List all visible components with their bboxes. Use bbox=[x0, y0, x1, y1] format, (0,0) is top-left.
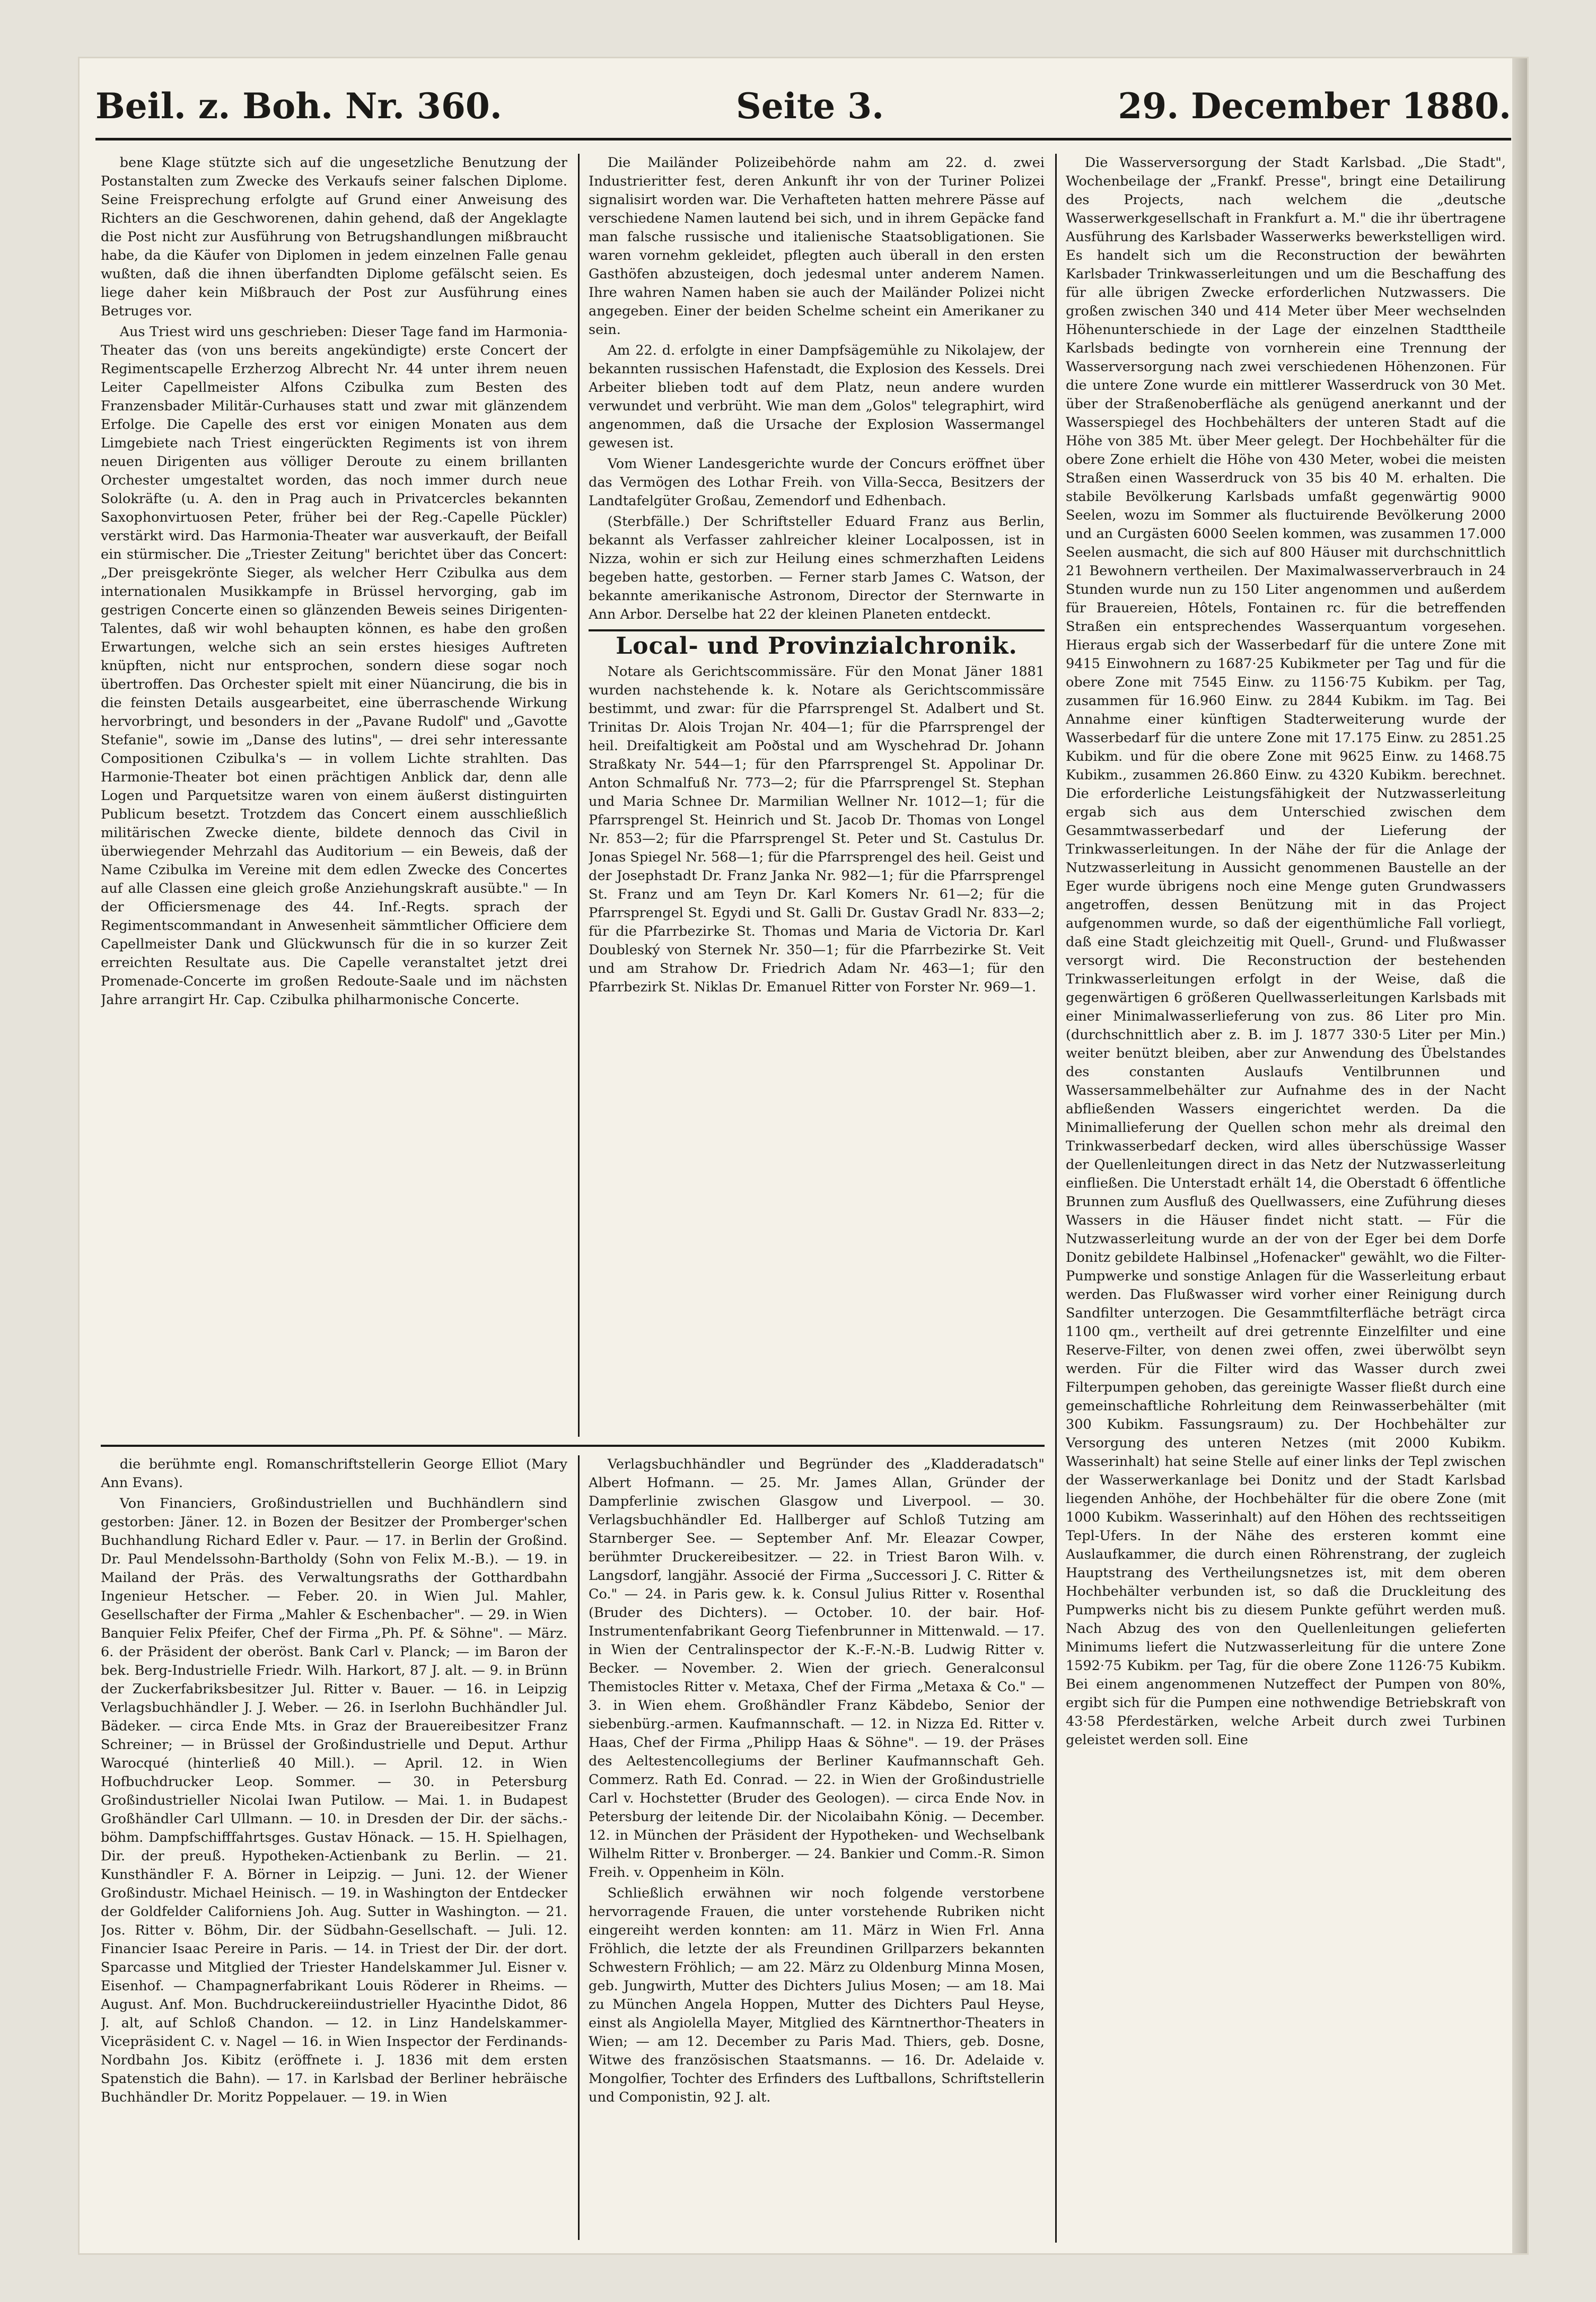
column-rule bbox=[578, 154, 580, 1437]
column-3 bbox=[1066, 154, 1506, 2243]
issue-number: Beil. z. Boh. Nr. 360. bbox=[95, 85, 502, 127]
article-paragraph: die berühmte engl. Romanschriftstellerin George Elliot (Mary Ann Evans). bbox=[101, 1456, 567, 1491]
article-paragraph: Am 22. d. erfolgte in einer Dampfsägemühle zu Nikolajew, der bekannten russischen Hafenstadt, die Explosion des Kessels. Drei Arbeiter blieben todt auf dem Platz, neun andere wurden verwundet und verbrüht. Wie man dem „Golos" telegraphirt, wird angenommen, daß die Ursache der Explosion Wassermangel gewesen ist. bbox=[589, 342, 1045, 451]
section-title: Local- und Provinzialchronik. bbox=[616, 632, 1018, 660]
issue-date: 29. December 1880. bbox=[1118, 85, 1511, 127]
column-1 bbox=[101, 154, 567, 1437]
article-paragraph: Von Financiers, Großindustriellen und Buchhändlern sind gestorben: Jäner. 12. in Bozen der Besitzer der Promberger'schen Buchhandlung Richard Edler v. Paur. — 17. in Berlin der Großind. Dr. Paul Mendelssohn-Bartholdy (Sohn von Felix M.-B.). — 19. in Mailand der Präs. des Verwaltungsraths der Gotthardbahn Ingenieur Hetscher. — Feber. 20. in Wien Jul. Mahler, Gesellschafter der Firma „Mahler & Eschenbacher". — 29. in Wien Banquier Felix Pfeifer, Chef der Firma „Ph. Pf. & Söhne". — März. 6. der Präsident der oberöst. Bank Carl v. Planck; — im Baron der bek. Berg-Industrielle Friedr. Wilh. Harkort, 87 J. alt. — 9. in Brünn der Zuckerfabriksbesitzer Jul. Ritter v. Bauer. — 16. in Leipzig Verlagsbuchhändler J. J. Weber. — 26. in Iserlohn Buchhändler Jul. Bädeker. — circa Ende Mts. in Graz der Brauereibesitzer Franz Schreiner; — in Brüssel der Großindustrielle und Deput. Arthur Warocqué (hinterließ 40 Mill.). — April. 12. in Wien Hofbuchdrucker Leop. Sommer. — 30. in Petersburg Großindustrieller Nicolai Iwan Putilow. — Mai. 1. in Budapest Großhändler Carl Ullmann. — 10. in Dresden der Dir. der sächs.-böhm. Dampfschifffahrtsges. Gustav Hönack. — 15. H. Spielhagen, Dir. der preuß. Hypotheken-Actienbank zu Berlin. — 21. Kunsthändler F. A. Börner in Leipzig. — Juni. 12. der Wiener Großindustr. Michael Heinisch. — 19. in Washington der Entdecker der Goldfelder Californiens Joh. Aug. Sutter in Washington. — 21. Jos. Ritter v. Böhm, Dir. der Südbahn-Gesellschaft. — Juli. 12. Financier Isaac Pereire in Paris. — 14. in Triest der Dir. der dort. Sparcasse und Mitglied der Triester Handelskammer Jul. Eisner v. Eisenhof. — Champagnerfabrikant Louis Röderer in Rheims. — August. Anf. Mon. Buchdruckereiindustrieller Hyacinthe Didot, 86 J. alt, auf Schloß Chandon. — 12. in Linz Handelskammer-Vicepräsident C. v. Nagel — 16. in Wien Inspector der Ferdinands-Nordbahn Jos. Kibitz (eröffnete i. J. 1836 mit dem ersten Spatenstich die Bahn). — 17. in Karlsbad der Berliner hebräische Buchhändler Dr. Moritz Poppelauer. — 19. in Wien bbox=[101, 1496, 567, 2105]
article-paragraph: Schließlich erwähnen wir noch folgende verstorbene hervorragende Frauen, die unter vorstehende Rubriken nicht eingereiht werden konnten: am 11. März in Wien Frl. Anna Fröhlich, die letzte der als Freundinen Grillparzers bekannten Schwestern Fröhlich; — am 22. März zu Oldenburg Minna Mosen, geb. Jungwirth, Mutter des Dichters Julius Mosen; — am 18. Mai zu München Angela Hoppen, Mutter des Dichters Paul Heyse, einst als Angiolella Mayer, Mitglied des Kärntnerthor-Theaters in Wien; — am 12. December zu Paris Mad. Thiers, geb. Dosne, Witwe des französischen Staatsmanns. — 16. Dr. Adelaide v. Mongolfier, Tochter des Erfinders des Luftballons, Schriftstellerin und Componistin, 92 J. alt. bbox=[589, 1885, 1045, 2105]
section-rule bbox=[589, 629, 1045, 631]
article-paragraph: Aus Triest wird uns geschrieben: Dieser Tage fand im Harmonia-Theater das (von uns bereits angekündigte) erste Concert der Regimentscapelle Erzherzog Albrecht Nr. 44 unter ihrem neuen Leiter Capellmeister Alfons Czibulka zum Besten des Franzensbader Militär-Curhauses statt und zwar mit glänzendem Erfolge. Die Capelle des erst vor einigen Monaten aus dem Limgebiete nach Triest eingerückten Regiments ist von ihrem neuen Dirigenten aus völliger Deroute zu einem brillanten Orchester umgestaltet worden, das noch immer durch neue Solokräfte (u. A. den in Prag auch in Privatcercles bekannten Saxophonvirtuosen Peter, früher bei der Reg.-Capelle Pückler) verstärkt wird. Das Harmonia-Theater war ausverkauft, der Beifall ein stürmischer. Die „Triester Zeitung" berichtet über das Concert: „Der preisgekrönte Sieger, als welcher Herr Czibulka aus dem internationalen Musikkampfe in Brüssel hervorging, gab im gestrigen Concerte einen so glänzenden Beweis seines Dirigenten-Talentes, daß wir wohl behaupten können, es habe den großen Erwartungen, welche sich an sein erstes hiesiges Auftreten knüpften, nicht nur entsprochen, sondern diese sogar noch übertroffen. Das Orchester spielt mit einer Nüancirung, die bis in die feinsten Details ausgearbeitet, eine überraschende Wirkung hervorbringt, und besonders in der „Pavane Rudolf" und „Gavotte Stefanie", sowie im „Danse des lutins", — drei sehr interessante Compositionen Czibulka's — in vollem Lichte strahlten. Das Harmonie-Theater bot einen prächtigen Anblick dar, denn alle Logen und Parquetsitze waren von einem äußerst distinguirten Publicum besetzt. Trotzdem das Concert einem ausschließlich militärischen Zwecke diente, bildete dennoch das Civil in überwiegender Mehrzahl das Auditorium — ein Beweis, daß der Name Czibulka im Vereine mit dem edlen Zwecke des Concertes auf alle Classen eine gleich große Anziehungskraft ausübte." — In der Officiersmenage des 44. Inf.-Regts. sprach der Regimentscommandant in Anwesenheit sämmtlicher Officiere dem Capellmeister Dank und Glückwunsch für die in so kurzer Zeit erreichten Resultate aus. Die Capelle veranstaltet jetzt drei Promenade-Concerte im großen Redoute-Saale und im nächsten Jahre arrangirt Hr. Cap. Czibulka philharmonische Concerte. bbox=[101, 324, 567, 1008]
article-paragraph: (Sterbfälle.) Der Schriftsteller Eduard Franz aus Berlin, bekannt als Verfasser zahlreicher kleiner Localpossen, ist in Nizza, wohin er sich zur Heilung eines schmerzhaften Leidens begeben hatte, gestorben. — Ferner starb James C. Watson, der bekannte amerikanische Astronom, Director der Sternwarte in Ann Arbor. Derselbe hat 22 der kleinen Planeten entdeckt. bbox=[589, 514, 1045, 622]
article-paragraph: Die Mailänder Polizeibehörde nahm am 22. d. zwei Industrieritter fest, deren Ankunft ihr von der Turiner Polizei signalisirt worden war. Die Verhafteten hatten mehrere Pässe auf verschiedene Namen lautend bei sich, und in ihrem Gepäcke fand man falsche russische und italienische Staatsobligationen. Sie waren vornehm gekleidet, pflegten auch überall in den ersten Gasthöfen abzusteigen, doch jedesmal unter anderem Namen. Ihre wahren Namen haben sie auch der Mailänder Polizei nicht angegeben. Einer der beiden Schelme scheint ein Amerikaner zu sein. bbox=[589, 155, 1045, 338]
article-paragraph: Verlagsbuchhändler und Begründer des „Kladderadatsch" Albert Hofmann. — 25. Mr. James Allan, Gründer der Dampferlinie zwischen Glasgow und Liverpool. — 30. Verlagsbuchhändler Ed. Hallberger auf Schloß Tutzing am Starnberger See. — September Anf. Mr. Eleazar Cowper, berühmter Druckereibesitzer. — 22. in Triest Baron Wilh. v. Langsdorf, langjähr. Associé der Firma „Successori J. C. Ritter & Co." — 24. in Paris gew. k. k. Consul Julius Ritter v. Rosenthal (Bruder des Dichters). — October. 10. der bair. Hof-Instrumentenfabrikant Georg Tiefenbrunner in Mittenwald. — 17. in Wien der Centralinspector der K.-F.-N.-B. Ludwig Ritter v. Becker. — November. 2. Wien der griech. Generalconsul Themistocles Ritter v. Metaxa, Chef der Firma „Metaxa & Co." — 3. in Wien ehem. Großhändler Franz Käbdebo, Senior der siebenbürg.-armen. Kaufmannschaft. — 12. in Nizza Ed. Ritter v. Haas, Chef der Firma „Philipp Haas & Söhne". — 19. der Präses des Aeltestencollegiums der Berliner Kaufmannschaft Geh. Commerz. Rath Ed. Conrad. — 22. in Wien der Großindustrielle Carl v. Hochstetter (Bruder des Geologen). — circa Ende Nov. in Petersburg der leitende Dir. der Nicolaibahn König. — December. 12. in München der Präsident der Hypotheken- und Wechselbank Wilhelm Ritter v. Bronberger. — 24. Bankier und Comm.-R. Simon Freih. v. Oppenheim in Köln. bbox=[589, 1456, 1045, 1881]
page-number: Seite 3. bbox=[736, 85, 884, 127]
article-paragraph: Notare als Gerichtscommissäre. Für den Monat Jäner 1881 wurden nachstehende k. k. Notare als Gerichtscommissäre bestimmt, und zwar: für die Pfarrsprengel St. Adalbert und St. Trinitas Dr. Alois Trojan Nr. 404—1; für die Pfarrsprengel der heil. Dreifaltigkeit am Poðstal und am Wyschehrad Dr. Johann Straßkaty Nr. 544—1; für den Pfarrsprengel St. Appolinar Dr. Anton Schmalfuß Nr. 773—2; für die Pfarrsprengel St. Stephan und Maria Schnee Dr. Marmilian Wellner Nr. 1012—1; für die Pfarrsprengel St. Heinrich und St. Jacob Dr. Thomas von Longel Nr. 853—2; für die Pfarrsprengel St. Peter und St. Castulus Dr. Jonas Spiegel Nr. 568—1; für die Pfarrsprengel des heil. Geist und der Josephstadt Dr. Franz Janka Nr. 982—1; für die Pfarrsprengel St. Franz und am Teyn Dr. Karl Komers Nr. 61—2; für die Pfarrsprengel St. Egydi und St. Galli Dr. Gustav Gradl Nr. 833—2; für die Pfarrbezirke St. Thomas und Maria de Victoria Dr. Karl Doubleský von Sternek Nr. 350—1; für die Pfarrbezirke St. Veit und am Strahow Dr. Friedrich Adam Nr. 463—1; für den Pfarrbezirk St. Niklas Dr. Emanuel Ritter von Forster Nr. 969—1. bbox=[589, 664, 1045, 995]
article-paragraph: Vom Wiener Landesgerichte wurde der Concurs eröffnet über das Vermögen des Lothar Freih. von Villa-Secca, Besitzers der Landtafelgüter Großau, Zemendorf und Edhenbach. bbox=[589, 456, 1045, 509]
column-bottom-left bbox=[101, 1455, 567, 2240]
newspaper-page bbox=[80, 58, 1527, 2253]
article-paragraph: bene Klage stützte sich auf die ungesetzliche Benutzung der Postanstalten zum Zwecke des Verkaufs seiner falschen Diplome. Seine Freisprechung erfolgte auf Grund einer Anweisung des Richters an die Geschworenen, dahin gehend, daß der Angeklagte die Post nicht zur Ausführung von Betrugshandlungen mißbraucht habe, da die Käufer von Diplomen in jedem einzelnen Falle genau wußten, daß die ihnen überfandten Diplome gefälscht seien. Es liege daher kein Mißbrauch der Post zur Ausführung eines Betruges vor. bbox=[101, 155, 567, 319]
article-paragraph: Die Wasserversorgung der Stadt Karlsbad. „Die Stadt", Wochenbeilage der „Frankf. Presse", bringt eine Detailirung des Projects, nach welchem die „deutsche Wasserwerkgesellschaft in Frankfurt a. M." die ihr übertragene Ausführung des Karlsbader Wasserwerks bewerkstelligen wird. Es handelt sich um die Reconstruction der bewährten Karlsbader Trinkwasserleitungen und um die Beschaffung des für alle übrigen Zwecke erforderlichen Nutzwassers. Die großen zwischen 340 und 414 Meter über Meer wechselnden Höhenunterschiede in der Lage der einzelnen Stadttheile Karlsbads bedingte von vornherein eine Trennung der Wasserversorgung nach zwei verschiedenen Höhenzonen. Für die untere Zone wurde ein mittlerer Wasserdruck von 30 Met. über der Straßenoberfläche als genügend anerkannt und der Wasserspiegel des Hochbehälters der unteren Stadt auf die Höhe von 385 Mt. über Meer gelegt. Der Hochbehälter für die obere Zone erhielt die Höhe von 430 Meter, wobei die meisten Straßen einen Wasserdruck von 35 bis 40 M. erhalten. Die stabile Bevölkerung Karlsbads umfaßt gegenwärtig 9000 Seelen, wozu im Sommer als fluctuirende Bevölkerung 2000 und an Curgästen 6000 Seelen kommen, was zusammen 17.000 Seelen ausmacht, die sich auf 800 Häuser mit durchschnittlich 21 Bewohnern vertheilen. Der Maximalwasserverbrauch in 24 Stunden wurde nun zu 150 Liter angenommen und außerdem für Brauereien, Hôtels, Fontainen rc. für die betreffenden Straßen ein entsprechendes Wasserquantum vorgesehen. Hieraus ergab sich der Wasserbedarf für die untere Zone mit 9415 Einwohnern zu 1687·25 Kubikmeter per Tag und für die obere Zone mit 7545 Einw. zu 1156·75 Kubikm. per Tag, zusammen für 16.960 Einw. zu 2844 Kubikm. im Tag. Bei Annahme einer künftigen Stadterweiterung wurde der Wasserbedarf für die untere Zone mit 17.175 Einw. zu 2851.25 Kubikm. und für die obere Zone mit 9625 Einw. zu 1468.75 Kubikm., zusammen 26.860 Einw. zu 4320 Kubikm. berechnet. Die erforderliche Leistungsfähigkeit der Nutzwasserleitung ergab sich aus dem Unterschied zwischen dem Gesammtwasserbedarf und der Lieferung der Trinkwasserleitungen. In der Nähe der für die Anlage der Nutzwasserleitung in Aussicht genommenen Baustelle an der Eger wurde übrigens noch eine Menge guten Grundwassers angetroffen, dessen Benützung mit in das Project aufgenommen wurde, so daß der eigenthümliche Fall vorliegt, daß eine Stadt gleichzeitig mit Quell-, Grund- und Flußwasser versorgt wird. Die Reconstruction der bestehenden Trinkwasserleitungen erfolgt in der Weise, daß die gegenwärtigen 6 größeren Quellwasserleitungen Karlsbads mit einer Minimalwasserlieferung von zus. 86 Liter pro Min. (durchschnittlich aber z. B. im J. 1877 330·5 Liter per Min.) weiter benützt bleiben, aber zur Anwendung des Übelstandes des constanten Auslaufs Ventilbrunnen und Wassersammelbehälter zur Aufnahme des in der Nacht abfließenden Wassers eingerichtet werden. Da die Minimallieferung der Quellen schon mehr als dreimal den Trinkwasserbedarf decken, wird alles überschüssige Wasser der Quellenleitungen direct in das Netz der Nutzwasserleitung einfließen. Die Unterstadt erhält 14, die Oberstadt 6 öffentliche Brunnen zum Ausfluß des Quellwassers, eine Zuführung dieses Wassers in die Häuser findet nicht statt. — Für die Nutzwasserleitung wurde an der von der Eger bei dem Dorfe Donitz gebildete Halbinsel „Hofenacker" gewählt, wo die Filter-Pumpwerke und sonstige Anlagen für die Wasserleitung erbaut werden. Das Flußwasser wird vorher einer Reinigung durch Sandfilter unterzogen. Die Gesammtfilterfläche beträgt circa 1100 qm., vertheilt auf drei getrennte Einzelfilter und eine Reserve-Filter, von denen zwei offen, zwei überwölbt seyn werden. Für die Filter wird das Wasser durch zwei Filterpumpen gehoben, das gereinigte Wasser fließt durch eine gemeinschaftliche Rohrleitung dem Reinwasserbehälter (mit 300 Kubikm. Fassungsraum) zu. Der Hochbehälter zur Versorgung des unteren Netzes (mit 2000 Kubikm. Wasserinhalt) hat seine Stelle auf einer links der Tepl zwischen der Wasserwerkanlage bei Donitz und der Stadt Karlsbad liegenden Anhöhe, der Hochbehälter für die obere Zone (mit 1000 Kubikm. Wasserinhalt) auf den Höhen des rechtsseitigen Tepl-Ufers. In der Nähe des ersteren kommt eine Auslaufkammer, die durch einen Röhrenstrang, der zugleich Hauptstrang des Vertheilungsnetzes ist, mit dem oberen Hochbehälter verbunden ist, so daß die Druckleitung des Pumpwerks nicht bis zu diesem Punkte geführt werden muß. Nach Abzug des von den Quellenleitungen gelieferten Minimums liefert die Nutzwasserleitung für die untere Zone 1592·75 Kubikm. per Tag, für die obere Zone 1126·75 Kubikm. Bei einem angenommenen Nutzeffect der Pumpen von 80%, ergibt sich für die Pumpen eine nothwendige Betriebskraft von 43·58 Pferdestärken, welche Arbeit durch zwei Turbinen geleistet werden soll. Eine bbox=[1066, 155, 1506, 1748]
page-edge bbox=[1512, 58, 1527, 2253]
column-rule bbox=[578, 1455, 580, 2240]
page-header bbox=[95, 74, 1511, 140]
column-2 bbox=[589, 154, 1045, 1437]
section-divider bbox=[101, 1445, 1045, 1447]
column-bottom-middle bbox=[589, 1455, 1045, 2240]
column-rule bbox=[1055, 154, 1057, 2243]
